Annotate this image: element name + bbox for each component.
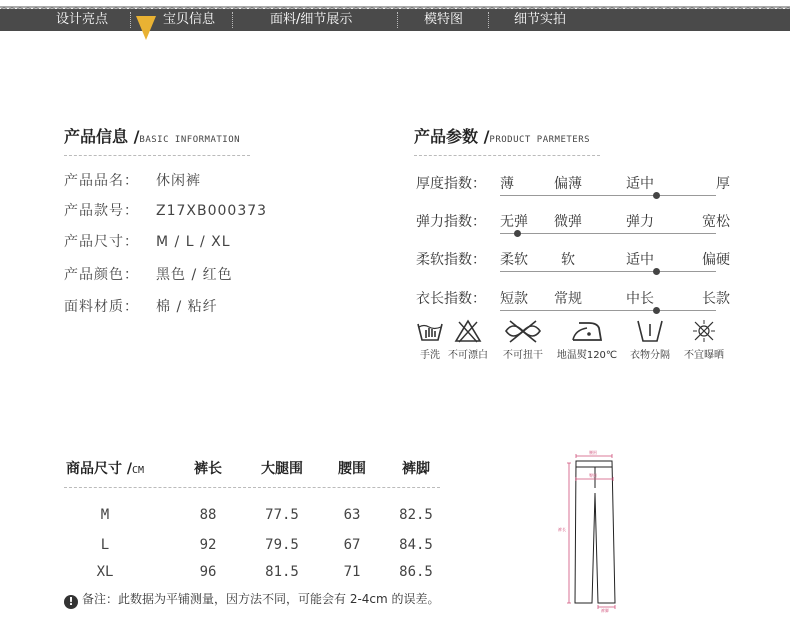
size-table-unit: CM <box>132 465 145 476</box>
param-label: 厚度指数： <box>416 176 486 192</box>
param-option: 适中 <box>626 176 654 192</box>
col-header-thigh: 大腿围 <box>261 461 303 477</box>
param-selected-marker <box>653 192 660 199</box>
diagram-label-hem: 裤脚 <box>601 608 609 613</box>
param-option: 常规 <box>554 291 582 307</box>
col-header-waist: 腰围 <box>338 461 366 477</box>
no-wring-icon <box>503 318 543 344</box>
info-row-name <box>64 170 201 190</box>
param-option: 偏硬 <box>702 252 730 268</box>
no-bleach-icon <box>454 318 482 344</box>
nav-model-photos[interactable]: 模特图 <box>424 12 464 27</box>
param-option: 薄 <box>500 176 514 192</box>
divider <box>64 155 250 156</box>
info-value: 休闲裤 <box>156 173 201 189</box>
param-option: 微弹 <box>554 214 582 230</box>
size-table-title: 商品尺寸 / <box>66 461 132 477</box>
param-option: 软 <box>561 252 575 268</box>
size-cell: 63 <box>343 507 361 523</box>
param-label: 衣长指数： <box>416 291 486 307</box>
info-label: 产品尺寸： <box>64 234 139 250</box>
measurement-note <box>64 590 440 609</box>
info-label: 产品颜色： <box>64 267 139 283</box>
param-label: 弹力指数： <box>416 214 486 230</box>
divider <box>414 155 600 156</box>
care-label: 衣物分隔 <box>630 350 670 361</box>
no-sun-dry-icon <box>691 318 717 344</box>
info-row-color <box>64 264 233 284</box>
param-option: 适中 <box>626 252 654 268</box>
param-option: 弹力 <box>626 214 654 230</box>
col-header-length: 裤长 <box>194 461 222 477</box>
info-row-material <box>64 296 218 316</box>
size-cell: 92 <box>199 537 217 553</box>
diagram-label-waist: 腰围 <box>589 450 597 455</box>
product-info-title: 产品信息 / <box>64 127 140 146</box>
param-option: 宽松 <box>702 214 730 230</box>
active-tab-marker <box>136 16 156 40</box>
product-info-subtitle: BASIC INFORMATION <box>139 135 241 145</box>
note-text: 备注：此数据为平铺测量，因方法不同，可能会有 2-4cm 的误差。 <box>82 592 440 606</box>
care-label: 不可漂白 <box>448 350 488 361</box>
param-selected-marker <box>653 307 660 314</box>
separate-wash-icon <box>635 318 665 344</box>
care-low-iron <box>552 318 622 361</box>
param-scale-line <box>500 233 716 234</box>
care-label: 手洗 <box>420 350 440 361</box>
info-value: 黑色 / 红色 <box>156 267 233 283</box>
size-cell: 71 <box>343 564 361 580</box>
care-label: 地温熨120℃ <box>556 350 618 361</box>
param-option: 柔软 <box>500 252 528 268</box>
nav-detail-photos[interactable]: 细节实拍 <box>514 12 567 27</box>
warning-icon: ! <box>64 595 78 609</box>
nav-separator <box>232 12 233 28</box>
nav-separator <box>488 12 489 28</box>
product-params-title: 产品参数 / <box>414 127 490 146</box>
info-value: M / L / XL <box>156 234 231 250</box>
product-params-subtitle: PRODUCT PARMETERS <box>489 135 591 145</box>
size-label: M <box>100 507 110 523</box>
pants-measurement-diagram <box>555 443 635 617</box>
size-cell: 86.5 <box>399 564 433 580</box>
nav-separator <box>130 12 131 28</box>
size-cell: 77.5 <box>265 507 299 523</box>
info-row-style-number <box>64 200 267 220</box>
diagram-label-hip: 臀围 <box>589 473 597 478</box>
product-params-heading <box>414 124 590 147</box>
nav-design-highlights[interactable]: 设计亮点 <box>56 12 109 27</box>
size-label: L <box>100 537 110 553</box>
param-option: 无弹 <box>500 214 528 230</box>
info-label: 产品款号： <box>64 203 139 219</box>
size-cell: 88 <box>199 507 217 523</box>
care-label: 不可扭干 <box>503 350 543 361</box>
param-scale-line <box>500 310 716 311</box>
size-label: XL <box>96 564 114 580</box>
param-scale-line <box>500 195 716 196</box>
info-value: 棉 / 粘纤 <box>156 299 218 315</box>
divider <box>64 487 440 488</box>
info-value: Z17XB000373 <box>156 203 268 219</box>
param-option: 长款 <box>702 291 730 307</box>
param-scale-line <box>500 271 716 272</box>
param-selected-marker <box>653 268 660 275</box>
care-label: 不宜曝晒 <box>684 350 724 361</box>
param-option: 短款 <box>500 291 528 307</box>
low-iron-icon <box>569 318 605 344</box>
param-option: 偏薄 <box>554 176 582 192</box>
care-no-sun-dry <box>669 318 739 361</box>
param-selected-marker <box>514 230 521 237</box>
param-option: 厚 <box>716 176 730 192</box>
diagram-label-length: 裤长 <box>558 527 566 532</box>
product-info-heading <box>64 124 240 147</box>
info-label: 面料材质： <box>64 299 139 315</box>
size-cell: 67 <box>343 537 361 553</box>
top-decor-strip <box>0 0 790 9</box>
info-label: 产品品名： <box>64 173 139 189</box>
size-cell: 84.5 <box>399 537 433 553</box>
care-no-wring <box>488 318 558 361</box>
nav-fabric-details[interactable]: 面料/细节展示 <box>270 12 353 27</box>
size-cell: 79.5 <box>265 537 299 553</box>
size-table-heading <box>66 458 144 478</box>
size-cell: 82.5 <box>399 507 433 523</box>
size-cell: 96 <box>199 564 217 580</box>
nav-separator <box>397 12 398 28</box>
col-header-hem: 裤脚 <box>402 461 430 477</box>
nav-bar <box>0 9 790 31</box>
info-row-size <box>64 231 231 251</box>
param-option: 中长 <box>626 291 654 307</box>
param-label: 柔软指数： <box>416 252 486 268</box>
size-cell: 81.5 <box>265 564 299 580</box>
nav-product-info[interactable]: 宝贝信息 <box>163 12 216 27</box>
